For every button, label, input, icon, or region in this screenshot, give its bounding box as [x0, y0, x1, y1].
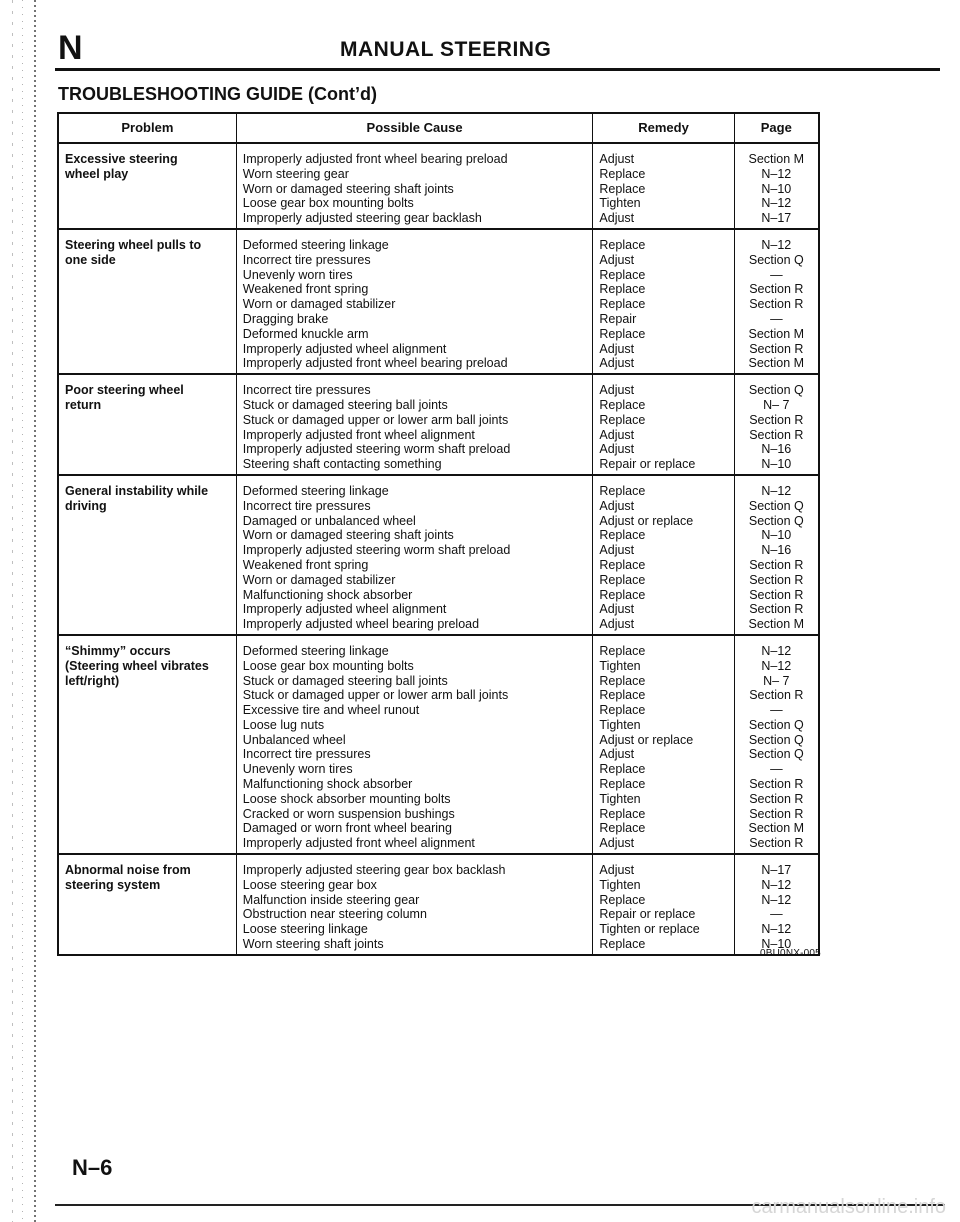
page-reference-text: Section M	[748, 617, 805, 632]
page-reference-text: N–12	[761, 196, 792, 211]
cause-text: Incorrect tire pressures	[242, 252, 371, 267]
cause-text: Deformed steering linkage	[242, 643, 389, 658]
page-reference-text: N–12	[761, 166, 792, 181]
cause-text: Malfunctioning shock absorber	[242, 587, 413, 602]
remedy-text: Replace	[599, 892, 646, 907]
remedy-text: Adjust	[599, 442, 635, 457]
cause-text: Improperly adjusted wheel bearing preload	[242, 617, 480, 632]
cause-text: Improperly adjusted wheel alignment	[242, 602, 447, 617]
page-reference-cell	[734, 635, 819, 854]
figure-code: 0BU0NX-005	[760, 948, 821, 959]
page-reference-text: Section R	[749, 297, 804, 312]
remedy-text: Replace	[599, 282, 646, 297]
cause-text: Dragging brake	[242, 311, 329, 326]
remedy-text: Adjust or replace	[599, 732, 694, 747]
remedy-text: Replace	[599, 483, 646, 498]
remedy-text: Replace	[599, 181, 646, 196]
problem-text: driving	[65, 498, 107, 513]
remedy-text: Adjust	[599, 747, 635, 762]
problem-text: (Steering wheel vibrates	[65, 658, 209, 673]
problem-cell	[58, 143, 236, 229]
page-reference-text: Section R	[749, 587, 804, 602]
problem-text: steering system	[65, 877, 161, 892]
page-reference-text: N–12	[761, 483, 792, 498]
guide-title: TROUBLESHOOTING GUIDE (Cont’d)	[58, 84, 377, 104]
page-reference-text: N–16	[761, 543, 792, 558]
remedy-text: Repair or replace	[599, 457, 696, 472]
cause-text: Malfunction inside steering gear	[242, 892, 420, 907]
page-reference-cell	[734, 374, 819, 475]
page-header	[55, 28, 940, 71]
remedy-text: Adjust	[599, 543, 635, 558]
remedy-cell	[593, 229, 734, 374]
remedy-text: Adjust	[599, 863, 635, 878]
cause-text: Deformed knuckle arm	[242, 326, 369, 341]
remedy-text: Tighten	[599, 791, 641, 806]
problem-text: Poor steering wheel	[65, 383, 184, 398]
cause-text: Improperly adjusted front wheel bearing preload	[242, 152, 508, 166]
cause-text: Loose gear box mounting bolts	[242, 658, 414, 673]
problem-group-row	[58, 143, 819, 229]
remedy-text: Replace	[599, 643, 646, 658]
remedy-cell	[593, 635, 734, 854]
cause-text: Stuck or damaged upper or lower arm ball joints	[242, 412, 509, 427]
page-reference-text: —	[770, 762, 783, 777]
page-reference-text: —	[770, 703, 783, 718]
remedy-text: Repair	[599, 311, 637, 326]
page-reference-text: Section R	[749, 557, 804, 572]
remedy-text: Adjust	[599, 341, 635, 356]
page-reference-text: Section R	[749, 412, 804, 427]
page-reference-text: N–12	[761, 922, 792, 937]
remedy-cell	[593, 143, 734, 229]
cause-text: Unevenly worn tires	[242, 762, 353, 777]
cause-text: Unevenly worn tires	[242, 267, 353, 282]
page-reference-text: Section M	[748, 152, 805, 166]
problem-group-row	[58, 374, 819, 475]
remedy-text: Repair or replace	[599, 907, 696, 922]
cause-text: Improperly adjusted steering gear backlash	[242, 211, 482, 226]
page-reference-text: Section Q	[748, 513, 804, 528]
page-reference-text: N– 7	[763, 673, 790, 688]
cause-text: Loose steering gear box	[242, 877, 377, 892]
remedy-text: Adjust	[599, 617, 635, 632]
remedy-text: Replace	[599, 297, 646, 312]
page-reference-text: Section R	[749, 572, 804, 587]
cause-text: Improperly adjusted steering worm shaft preload	[242, 543, 511, 558]
cause-text: Improperly adjusted front wheel bearing preload	[242, 356, 508, 371]
cause-text: Weakened front spring	[242, 557, 369, 572]
page-reference-text: —	[770, 311, 783, 326]
possible-cause-cell	[236, 143, 593, 229]
cause-text: Steering shaft contacting something	[242, 457, 442, 472]
remedy-text: Replace	[599, 587, 646, 602]
page-reference-text: Section Q	[748, 747, 804, 762]
troubleshooting-table-body	[58, 143, 819, 955]
cause-text: Malfunctioning shock absorber	[242, 777, 413, 792]
page-reference-text: N–10	[761, 937, 792, 952]
page-reference-text: N–12	[761, 237, 792, 252]
cause-text: Worn or damaged steering shaft joints	[242, 528, 454, 543]
troubleshooting-table	[57, 112, 820, 956]
remedy-text: Adjust	[599, 252, 635, 267]
page-reference-text: Section R	[749, 688, 804, 703]
cause-text: Weakened front spring	[242, 282, 369, 297]
page-reference-text: N–17	[761, 863, 792, 878]
page-reference-text: Section R	[749, 341, 804, 356]
page-reference-text: Section Q	[748, 252, 804, 267]
cause-text: Loose gear box mounting bolts	[242, 196, 414, 211]
remedy-text: Tighten	[599, 658, 641, 673]
page-reference-cell	[734, 475, 819, 635]
column-header-problem: Problem	[58, 113, 236, 143]
cause-text: Damaged or worn front wheel bearing	[242, 821, 452, 836]
watermark: carmanualsonline.info	[751, 1196, 946, 1218]
remedy-text: Replace	[599, 557, 646, 572]
page-reference-text: N–10	[761, 528, 792, 543]
page-reference-text: Section R	[749, 806, 804, 821]
remedy-text: Adjust	[599, 152, 635, 166]
problem-group-row	[58, 635, 819, 854]
possible-cause-cell	[236, 229, 593, 374]
cause-text: Obstruction near steering column	[242, 907, 427, 922]
remedy-cell	[593, 854, 734, 955]
page-reference-text: N–10	[761, 181, 792, 196]
page-reference-text: Section R	[749, 282, 804, 297]
problem-cell	[58, 635, 236, 854]
column-header-page: Page	[734, 113, 819, 143]
page-reference-text: Section Q	[748, 717, 804, 732]
page-number: N–6	[72, 1155, 113, 1180]
remedy-text: Replace	[599, 806, 646, 821]
cause-text: Deformed steering linkage	[242, 483, 389, 498]
remedy-text: Replace	[599, 267, 646, 282]
cause-text: Improperly adjusted steering worm shaft preload	[242, 442, 511, 457]
page-reference-text: Section M	[748, 356, 805, 371]
remedy-text: Adjust	[599, 836, 635, 851]
page-reference-text: N–12	[761, 658, 792, 673]
page-reference-text: N–12	[761, 643, 792, 658]
remedy-text: Replace	[599, 412, 646, 427]
page-reference-text: N–10	[761, 457, 792, 472]
page-reference-text: Section R	[749, 777, 804, 792]
remedy-text: Tighten	[599, 196, 641, 211]
cause-text: Incorrect tire pressures	[242, 747, 371, 762]
page-reference-cell	[734, 854, 819, 955]
column-header-possible-cause: Possible Cause	[236, 113, 593, 143]
remedy-text: Replace	[599, 572, 646, 587]
remedy-text: Replace	[599, 237, 646, 252]
possible-cause-cell	[236, 374, 593, 475]
remedy-text: Replace	[599, 762, 646, 777]
page-reference-text: N– 7	[763, 397, 790, 412]
page-reference-text: N–12	[761, 877, 792, 892]
cause-text: Loose lug nuts	[242, 717, 325, 732]
cause-text: Stuck or damaged steering ball joints	[242, 673, 448, 688]
remedy-text: Adjust	[599, 602, 635, 617]
page-reference-cell	[734, 143, 819, 229]
problem-cell	[58, 374, 236, 475]
cause-text: Improperly adjusted wheel alignment	[242, 341, 447, 356]
cause-text: Incorrect tire pressures	[242, 383, 371, 398]
cause-text: Loose steering linkage	[242, 922, 368, 937]
page-reference-text: —	[770, 267, 783, 282]
page-reference-text: Section R	[749, 836, 804, 851]
remedy-text: Replace	[599, 937, 646, 952]
cause-text: Improperly adjusted front wheel alignment	[242, 836, 475, 851]
remedy-text: Tighten	[599, 717, 641, 732]
page-binding-edge	[0, 0, 40, 1222]
remedy-text: Adjust	[599, 211, 635, 226]
cause-text: Loose shock absorber mounting bolts	[242, 791, 451, 806]
page-reference-text: Section R	[749, 602, 804, 617]
cause-text: Worn or damaged steering shaft joints	[242, 181, 454, 196]
table-header-row	[58, 113, 819, 143]
remedy-text: Replace	[599, 673, 646, 688]
cause-text: Incorrect tire pressures	[242, 498, 371, 513]
remedy-text: Replace	[599, 777, 646, 792]
page-reference-text: N–16	[761, 442, 792, 457]
problem-group-row	[58, 229, 819, 374]
remedy-text: Adjust	[599, 498, 635, 513]
problem-text: Steering wheel pulls to	[65, 237, 202, 252]
problem-text: “Shimmy” occurs	[65, 643, 171, 658]
possible-cause-cell	[236, 854, 593, 955]
column-header-remedy: Remedy	[593, 113, 734, 143]
remedy-text: Adjust	[599, 427, 635, 442]
page-reference-text: Section R	[749, 791, 804, 806]
problem-text: one side	[65, 252, 116, 267]
problem-text: Excessive steering	[65, 152, 178, 166]
remedy-text: Tighten or replace	[599, 922, 700, 937]
possible-cause-cell	[236, 475, 593, 635]
possible-cause-cell	[236, 635, 593, 854]
problem-text: Abnormal noise from	[65, 863, 191, 878]
cause-text: Excessive tire and wheel runout	[242, 703, 420, 718]
remedy-text: Replace	[599, 688, 646, 703]
cause-text: Worn steering shaft joints	[242, 937, 384, 952]
cause-text: Worn or damaged stabilizer	[242, 297, 396, 312]
problem-text: General instability while	[65, 483, 209, 498]
page-reference-text: N–12	[761, 892, 792, 907]
cause-text: Damaged or unbalanced wheel	[242, 513, 416, 528]
page-reference-text: Section M	[748, 821, 805, 836]
page-reference-text: Section Q	[748, 383, 804, 398]
remedy-cell	[593, 475, 734, 635]
page-reference-cell	[734, 229, 819, 374]
problem-cell	[58, 229, 236, 374]
problem-text: wheel play	[65, 166, 129, 181]
cause-text: Deformed steering linkage	[242, 237, 389, 252]
cause-text: Stuck or damaged upper or lower arm ball joints	[242, 688, 509, 703]
remedy-text: Replace	[599, 703, 646, 718]
cause-text: Worn or damaged stabilizer	[242, 572, 396, 587]
page-reference-text: Section R	[749, 427, 804, 442]
page-reference-text: Section Q	[748, 732, 804, 747]
remedy-text: Replace	[599, 397, 646, 412]
problem-text: left/right)	[65, 673, 120, 688]
remedy-text: Tighten	[599, 877, 641, 892]
section-letter: N	[58, 29, 83, 67]
cause-text: Improperly adjusted steering gear box backlash	[242, 863, 506, 878]
remedy-cell	[593, 374, 734, 475]
remedy-text: Replace	[599, 166, 646, 181]
page-reference-text: —	[770, 907, 783, 922]
problem-group-row	[58, 854, 819, 955]
problem-text: return	[65, 397, 102, 412]
page-reference-text: Section M	[748, 326, 805, 341]
cause-text: Unbalanced wheel	[242, 732, 346, 747]
remedy-text: Replace	[599, 326, 646, 341]
header-title: MANUAL STEERING	[340, 38, 552, 61]
remedy-text: Adjust	[599, 383, 635, 398]
problem-cell	[58, 854, 236, 955]
problem-group-row	[58, 475, 819, 635]
cause-text: Worn steering gear	[242, 166, 349, 181]
remedy-text: Adjust	[599, 356, 635, 371]
problem-cell	[58, 475, 236, 635]
remedy-text: Replace	[599, 528, 646, 543]
cause-text: Stuck or damaged steering ball joints	[242, 397, 448, 412]
cause-text: Improperly adjusted front wheel alignment	[242, 427, 475, 442]
remedy-text: Adjust or replace	[599, 513, 694, 528]
page-reference-text: Section Q	[748, 498, 804, 513]
remedy-text: Replace	[599, 821, 646, 836]
cause-text: Cracked or worn suspension bushings	[242, 806, 455, 821]
page-reference-text: N–17	[761, 211, 792, 226]
